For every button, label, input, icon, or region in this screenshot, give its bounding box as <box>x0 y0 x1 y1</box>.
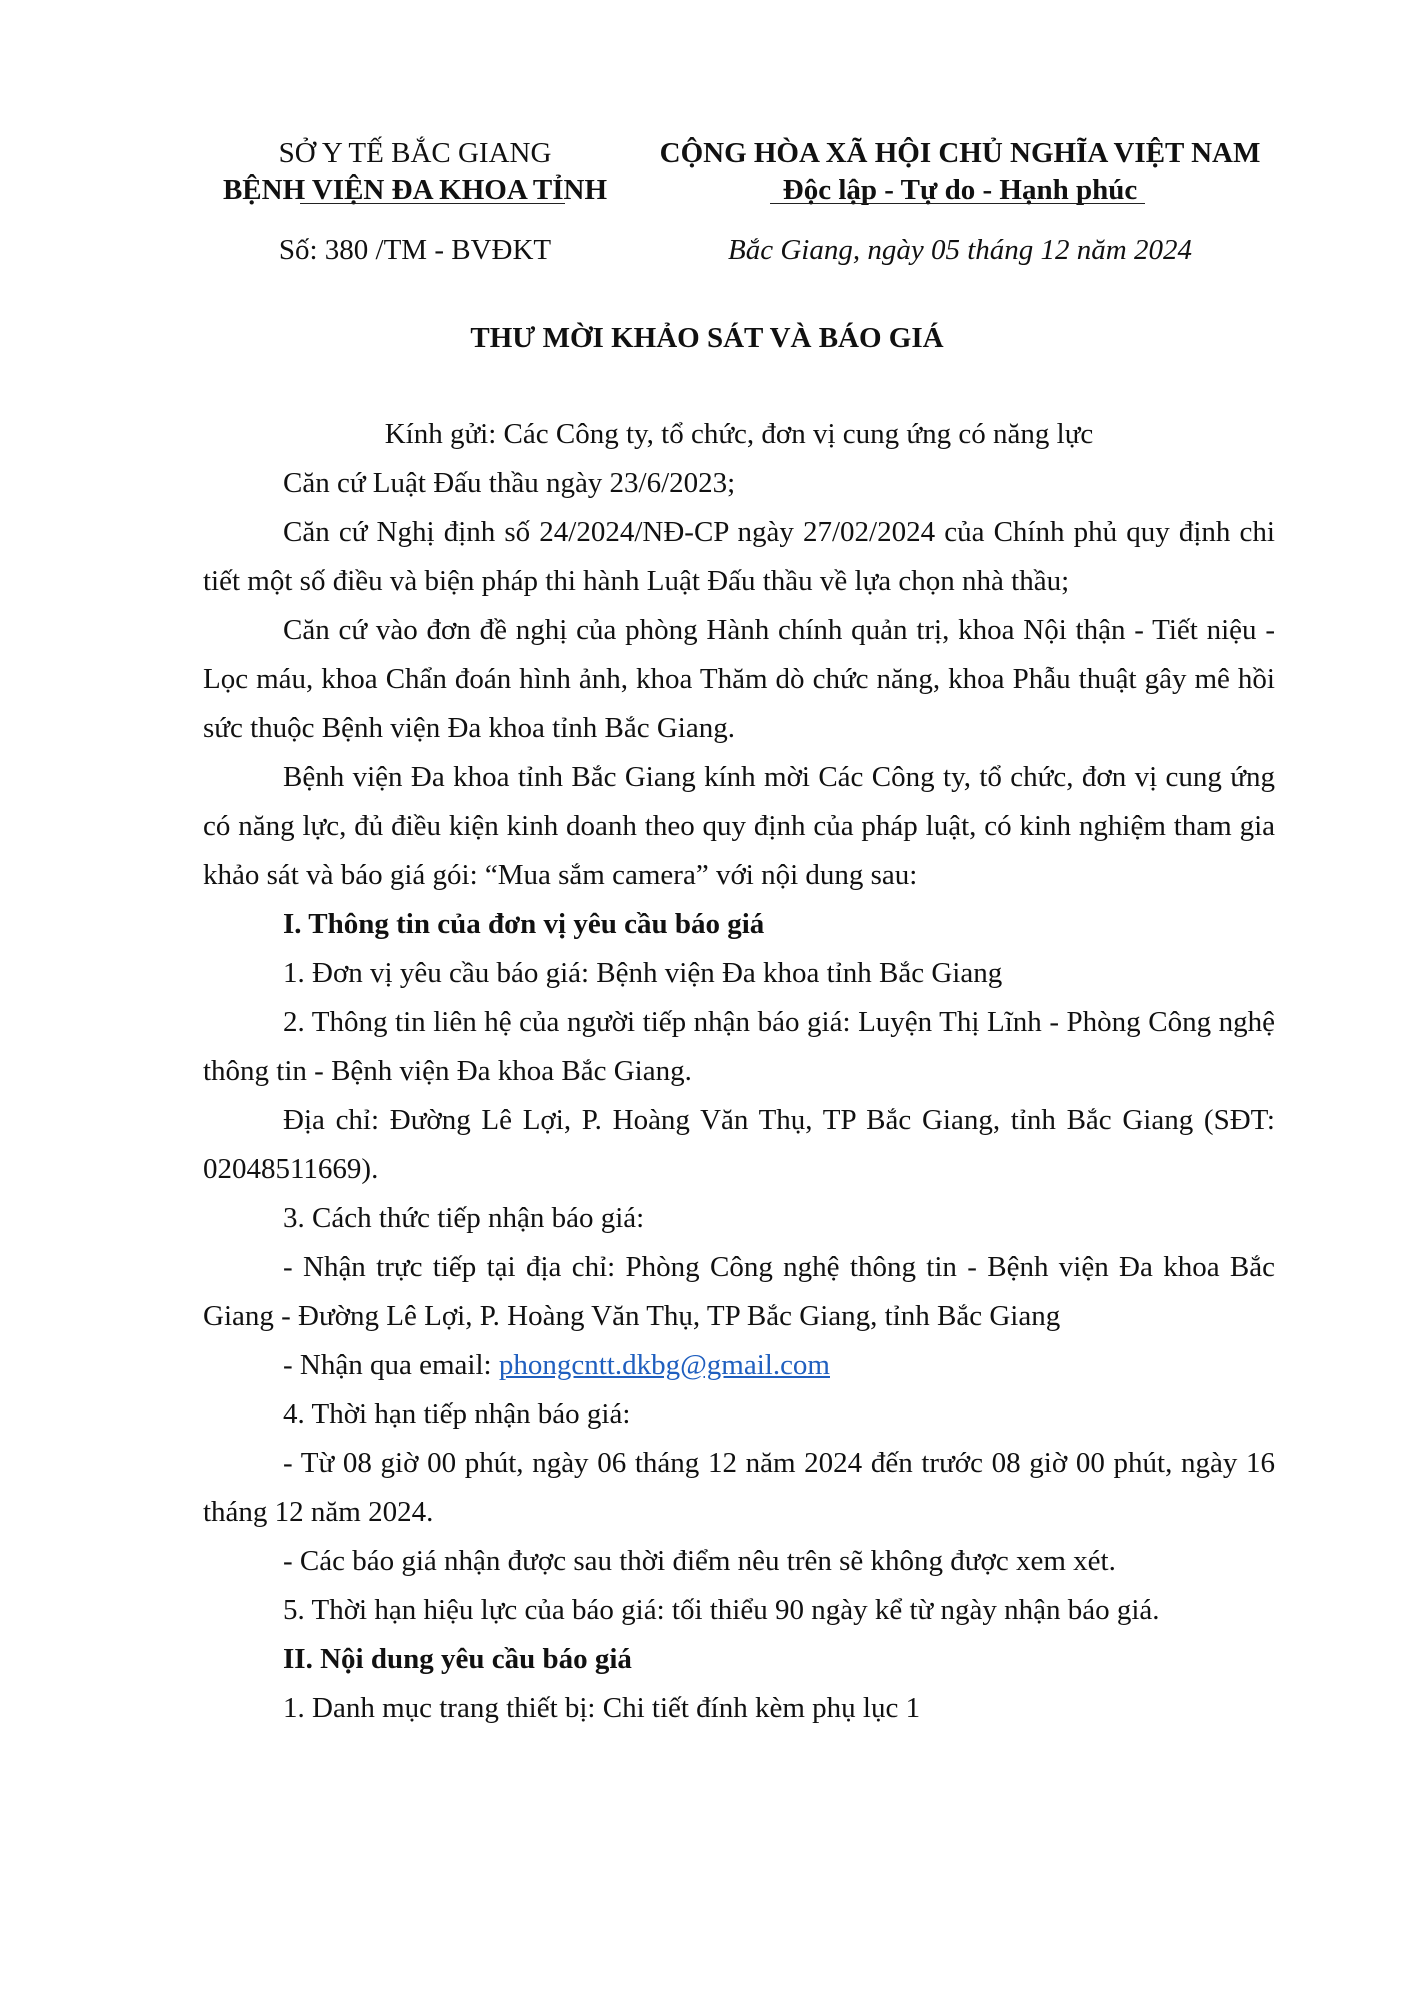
late-submission-note: - Các báo giá nhận được sau thời điểm nêu trên sẽ không được xem xét. <box>283 1545 1116 1577</box>
receive-by-email <box>203 1341 1275 1390</box>
document-body <box>203 410 1275 1733</box>
section-1-item-4: 4. Thời hạn tiếp nhận báo giá: <box>283 1398 631 1430</box>
agency-name: BỆNH VIỆN ĐA KHOA TỈNH <box>222 174 608 206</box>
section-1-item-5: 5. Thời hạn hiệu lực của báo giá: tối thiểu 90 ngày kể từ ngày nhận báo giá. <box>283 1594 1160 1626</box>
legal-basis-3: Căn cứ vào đơn đề nghị của phòng Hành chính quản trị, khoa Nội thận - Tiết niệu - Lọc máu, khoa Chẩn đoán hình ảnh, khoa Thăm dò chức năng, khoa Phẫu thuật gây mê hồi sức thuộc Bệnh viện Đa khoa tỉnh Bắc Giang. <box>203 614 1275 744</box>
agency-parent: SỞ Y TẾ BẮC GIANG <box>278 137 552 169</box>
section-1-item-1: 1. Đơn vị yêu cầu báo giá: Bệnh viện Đa khoa tỉnh Bắc Giang <box>283 957 1003 989</box>
issuing-agency-block <box>205 135 625 209</box>
national-heading-block <box>640 135 1280 209</box>
addressee: Kính gửi: Các Công ty, tổ chức, đơn vị cung ứng có năng lực <box>384 418 1094 450</box>
document-number: Số: 380 /TM - BVĐKT <box>278 234 552 266</box>
contact-address: Địa chỉ: Đường Lê Lợi, P. Hoàng Văn Thụ, TP Bắc Giang, tỉnh Bắc Giang (SĐT: 02048511669). <box>203 1104 1275 1185</box>
section-1-item-2: 2. Thông tin liên hệ của người tiếp nhận báo giá: Luyện Thị Lĩnh - Phòng Công nghệ thông tin - Bệnh viện Đa khoa Bắc Giang. <box>203 1006 1275 1087</box>
receive-in-person: - Nhận trực tiếp tại địa chỉ: Phòng Công nghệ thông tin - Bệnh viện Đa khoa Bắc Giang - Đường Lê Lợi, P. Hoàng Văn Thụ, TP Bắc Giang, tỉnh Bắc Giang <box>203 1251 1275 1332</box>
section-2-item-1: 1. Danh mục trang thiết bị: Chi tiết đính kèm phụ lục 1 <box>283 1692 921 1724</box>
section-1-item-3: 3. Cách thức tiếp nhận báo giá: <box>283 1202 645 1234</box>
email-link[interactable]: phongcntt.dkbg@gmail.com <box>498 1349 830 1381</box>
nation-name: CỘNG HÒA XÃ HỘI CHỦ NGHĨA VIỆT NAM <box>659 137 1261 169</box>
legal-basis-1: Căn cứ Luật Đấu thầu ngày 23/6/2023; <box>283 467 736 499</box>
document-title: THƯ MỜI KHẢO SÁT VÀ BÁO GIÁ <box>470 322 944 354</box>
legal-basis-2: Căn cứ Nghị định số 24/2024/NĐ-CP ngày 27/02/2024 của Chính phủ quy định chi tiết một số điều và biện pháp thi hành Luật Đấu thầu về lựa chọn nhà thầu; <box>203 516 1275 597</box>
motto-underline <box>770 203 1145 204</box>
invitation-paragraph: Bệnh viện Đa khoa tỉnh Bắc Giang kính mời Các Công ty, tổ chức, đơn vị cung ứng có năng lực, đủ điều kiện kinh doanh theo quy định của pháp luật, có kinh nghiệm tham gia khảo sát và báo giá gói: “Mua sắm camera” với nội dung sau: <box>203 761 1275 891</box>
email-label: - Nhận qua email: <box>283 1349 499 1381</box>
national-motto: Độc lập - Tự do - Hạnh phúc <box>782 174 1138 206</box>
section-2-heading: II. Nội dung yêu cầu báo giá <box>283 1643 632 1675</box>
agency-underline <box>300 203 565 204</box>
place-and-date: Bắc Giang, ngày 05 tháng 12 năm 2024 <box>728 234 1192 266</box>
submission-period: - Từ 08 giờ 00 phút, ngày 06 tháng 12 năm 2024 đến trước 08 giờ 00 phút, ngày 16 tháng 12 năm 2024. <box>203 1447 1275 1528</box>
section-1-heading: I. Thông tin của đơn vị yêu cầu báo giá <box>283 908 765 940</box>
